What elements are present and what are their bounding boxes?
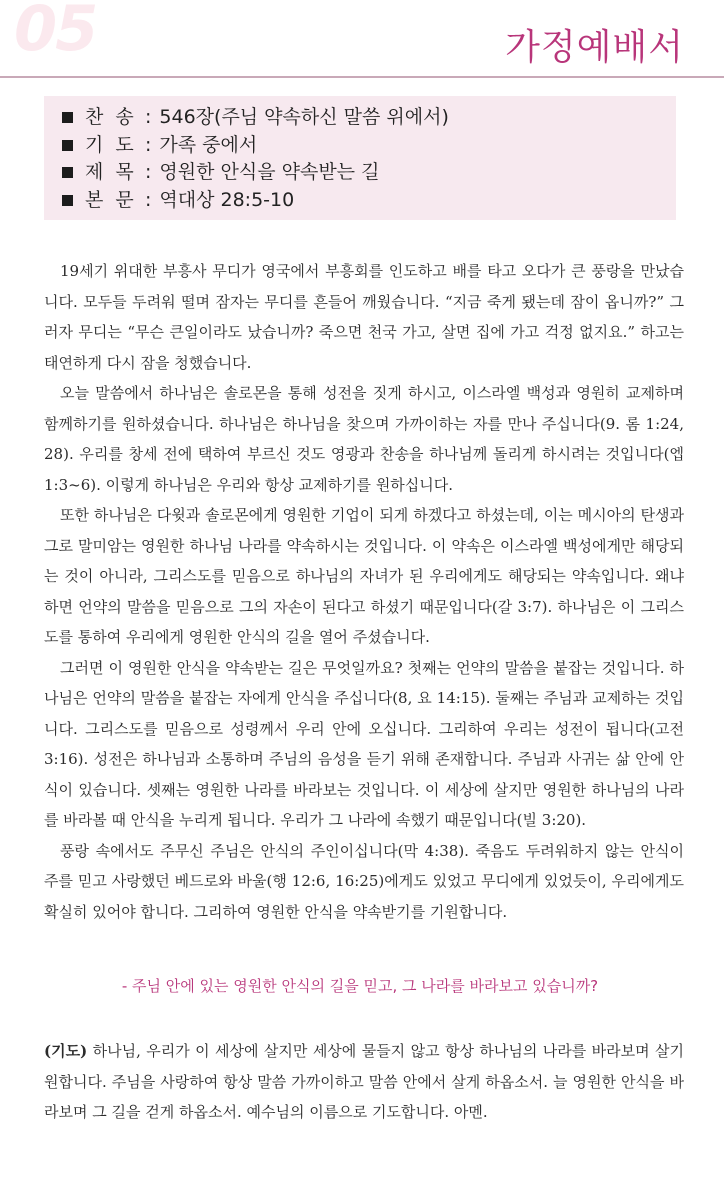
bullet-square-icon bbox=[62, 140, 73, 151]
bullet-square-icon bbox=[62, 112, 73, 123]
info-value: 546장(주님 약속하신 말씀 위에서) bbox=[159, 106, 449, 128]
page-number: 05 bbox=[14, 0, 97, 65]
reflection-question: - 주님 안에 있는 영원한 안식의 길을 믿고, 그 나라를 바라보고 있습니까? bbox=[121, 977, 599, 995]
bullet-square-icon bbox=[62, 195, 73, 206]
info-row-hymn bbox=[62, 104, 449, 132]
prayer-text: 하나님, 우리가 이 세상에 살지만 세상에 물들지 않고 항상 하나님의 나라를 바라보며 살기 원합니다. 주님을 사랑하여 항상 말씀 가까이하고 말씀 안에서 살게 하옵소서. 늘 영원한 안식을 바라보며 그 길을 걷게 하옵소서. 예수님의 이름으로 기도합니다. 아멘. bbox=[44, 1042, 684, 1121]
info-label: 찬 송 bbox=[85, 106, 137, 128]
closing-prayer bbox=[44, 1036, 684, 1128]
info-colon: : bbox=[145, 161, 152, 183]
info-value: 가족 중에서 bbox=[159, 133, 258, 156]
info-label: 본 문 bbox=[85, 188, 137, 211]
body-paragraph: 오늘 말씀에서 하나님은 솔로몬을 통해 성전을 짓게 하시고, 이스라엘 백성과 영원히 교제하며 함께하기를 원하셨습니다. 하나님은 하나님을 찾으며 가까이하는 자를 만나 주십니다(9. 롬 1:24, 28). 우리를 창세 전에 택하여 부르신 것도 영광과 찬송을 하나님께 돌리게 하시려는 것입니다(엡 1:3~6). 이렇게 하나님은 우리와 항상 교제하기를 원하십니다. bbox=[44, 384, 684, 494]
prayer-label: (기도) bbox=[44, 1042, 88, 1060]
info-value: 역대상 28:5-10 bbox=[159, 188, 295, 211]
info-list bbox=[62, 104, 449, 214]
body-paragraph: 그러면 이 영원한 안식을 약속받는 길은 무엇일까요? 첫째는 언약의 말씀을 붙잡는 것입니다. 하나님은 언약의 말씀을 붙잡는 자에게 안식을 주십니다(8, 요 14:15). 둘째는 주님과 교제하는 것입니다. 그리스도를 믿음으로 성령께서 우리 안에 오십니다. 그리하여 우리는 성전이 됩니다(고전 3:16). 성전은 하나님과 소통하며 주님의 음성을 듣기 위해 존재합니다. 주님과 사귀는 삶 안에 안식이 있습니다. 셋째는 영원한 나라를 바라보는 것입니다. 이 세상에 살지만 영원한 하나님의 나라를 바라볼 때 안식을 누리게 됩니다. 우리가 그 나라에 속했기 때문입니다(빌 3:20). bbox=[44, 658, 684, 829]
info-row-subject bbox=[62, 159, 449, 187]
info-label: 기 도 bbox=[85, 133, 137, 156]
body-paragraph: 풍랑 속에서도 주무신 주님은 안식의 주인이십니다(막 4:38). 죽음도 두려워하지 않는 안식이 주를 믿고 사랑했던 베드로와 바울(행 12:6, 16:25)에게도 있었고 무디에게 있었듯이, 우리에게도 확실히 있어야 합니다. 그리하여 영원한 안식을 약속받기를 기원합니다. bbox=[44, 841, 684, 921]
info-label: 제 목 bbox=[85, 161, 137, 183]
info-colon: : bbox=[145, 133, 152, 156]
info-colon: : bbox=[145, 106, 152, 128]
info-colon: : bbox=[145, 188, 152, 211]
body-paragraph: 또한 하나님은 다윗과 솔로몬에게 영원한 기업이 되게 하겠다고 하셨는데, 이는 메시아의 탄생과 그로 말미암는 영원한 하나님 나라를 약속하시는 것입니다. 이 약속은 이스라엘 백성에게만 해당되는 것이 아니라, 그리스도를 믿음으로 하나님의 자녀가 된 우리에게도 해당되는 약속입니다. 왜냐하면 언약의 말씀을 믿음으로 그의 자손이 된다고 하셨기 때문입니다(갈 3:7). 하나님은 이 그리스도를 통하여 우리에게 영원한 안식의 길을 열어 주셨습니다. bbox=[44, 506, 684, 646]
sermon-body bbox=[44, 256, 684, 927]
page-header bbox=[0, 0, 724, 78]
info-value: 영원한 안식을 약속받는 길 bbox=[159, 161, 380, 183]
bullet-square-icon bbox=[62, 167, 73, 178]
page-title: 가정예배서 bbox=[505, 27, 684, 68]
body-paragraph: 19세기 위대한 부흥사 무디가 영국에서 부흥회를 인도하고 배를 타고 오다가 큰 풍랑을 만났습니다. 모두들 두려워 떨며 잠자는 무디를 흔들어 깨웠습니다. “지금 죽게 됐는데 잠이 옵니까?” 그러자 무디는 “무슨 큰일이라도 났습니까? 죽으면 천국 가고, 살면 집에 가고 걱정 없지요.” 하고는 태연하게 다시 잠을 청했습니다. bbox=[44, 262, 684, 372]
info-row-prayer bbox=[62, 132, 449, 160]
info-row-scripture bbox=[62, 187, 449, 215]
header-divider bbox=[0, 76, 724, 78]
